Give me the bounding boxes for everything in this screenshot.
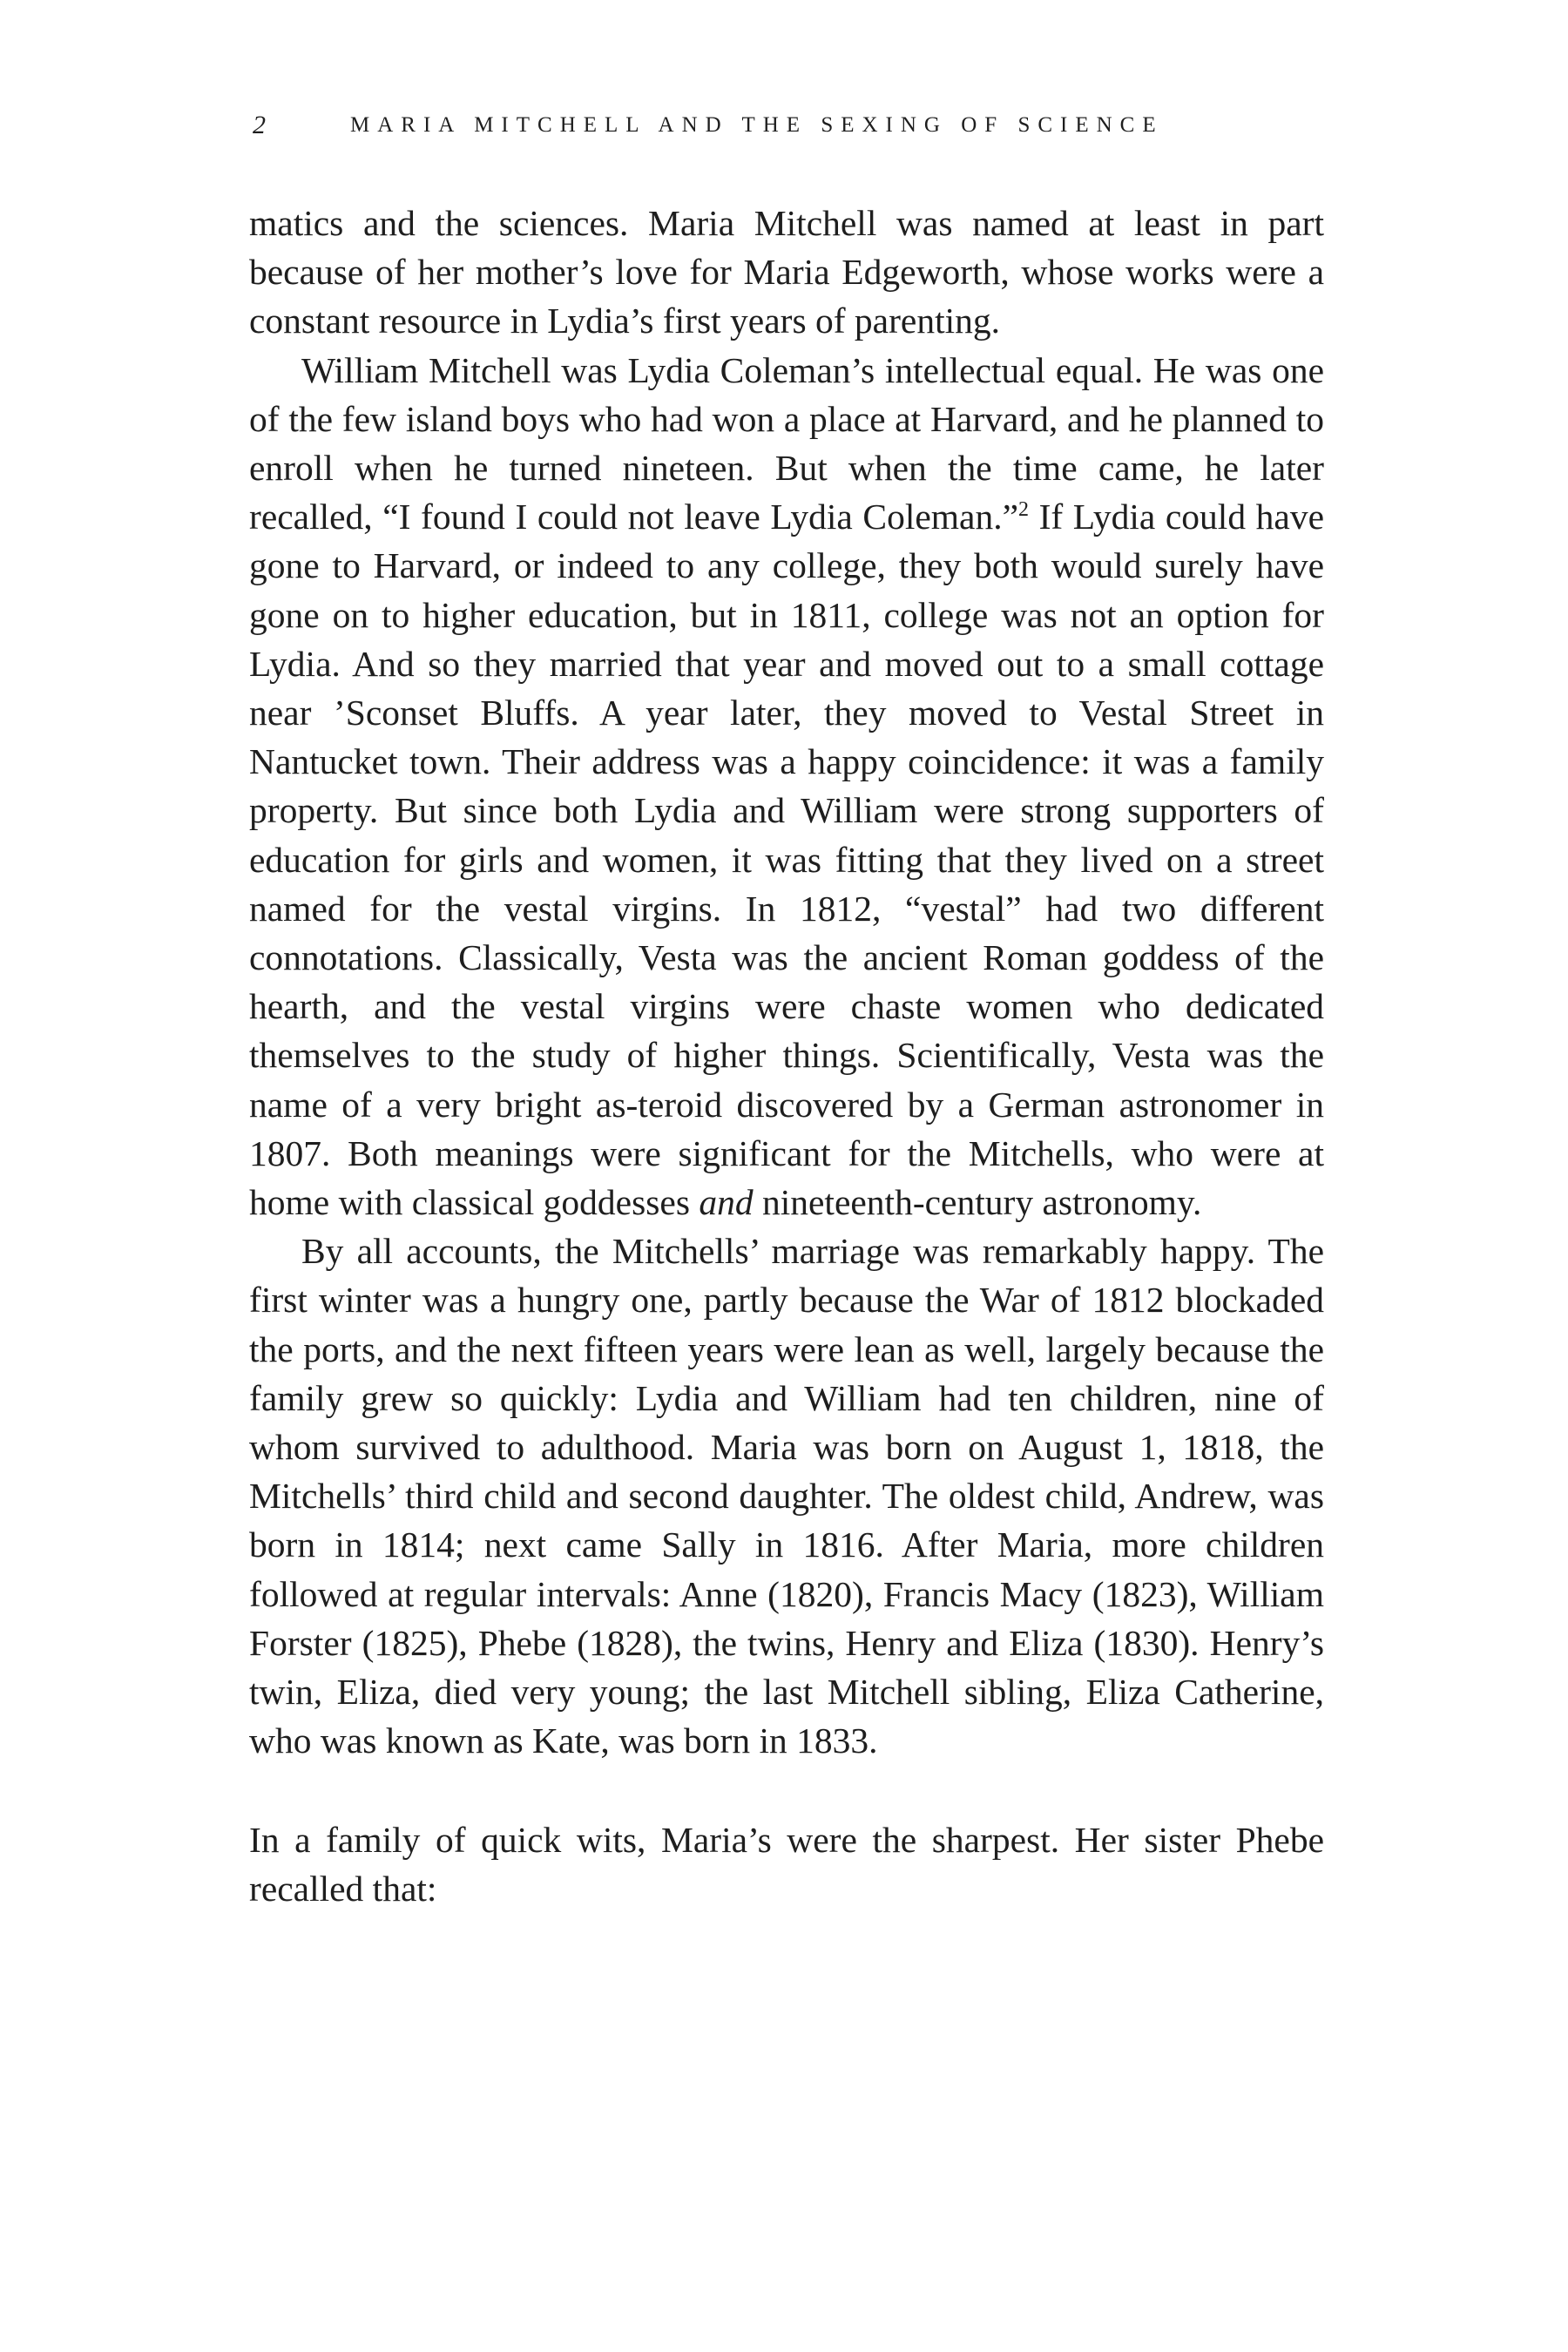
paragraph-4: In a family of quick wits, Maria’s were the sharpest. Her sister Phebe recalled that: xyxy=(249,1819,1324,1909)
paragraph-2-text-b: If Lydia could have gone to Harvard, or indeed to any college, they both would surely have gone on to higher education, but in 1811, college was not an option for Lydia. And so they married that year and moved out to a small cottage near ’Sconset Bluffs. A year later, they moved to Vestal Street in Nantucket town. Their address was a happy coincidence: it was a family property. But since both Lydia and William were strong supporters of education for girls and women, it was fitting that they lived on a street named for the vestal virgins. In 1812, “vestal” had two different connotations. Classically, Vesta was the ancient Roman goddess of the hearth, and the vestal virgins were chaste women who dedicated themselves to the study of higher things. Scientifically, Vesta was the name of a very bright as-teroid discovered by a German astronomer in 1807. Both meanings were significant for the Mitchells, who were at home with classical goddesses xyxy=(249,497,1324,1223)
paragraph-2-text-c: nineteenth-century astronomy. xyxy=(753,1182,1202,1223)
running-head xyxy=(253,108,1324,143)
paragraph-1: matics and the sciences. Maria Mitchell was named at least in part because of her mother’s love for Maria Edgeworth, whose works were a constant resource in Lydia’s first years of parenting. xyxy=(249,203,1324,341)
running-head-title: MARIA MITCHELL AND THE SEXING OF SCIENCE xyxy=(350,113,1164,137)
body-text xyxy=(249,199,1324,1913)
paragraph-2-text-a: William Mitchell was Lydia Coleman’s intellectual equal. He was one of the few island boys who had won a place at Harvard, and he planned to enroll when he turned nineteen. But when the time came, he later recalled, “I found I could not leave Lydia Coleman.” xyxy=(249,349,1324,537)
page-number: 2 xyxy=(253,111,266,139)
italic-emphasis: and xyxy=(699,1182,754,1223)
paragraph-2 xyxy=(249,346,1324,1227)
footnote-reference[interactable]: 2 xyxy=(1018,498,1030,522)
paragraph-3: By all accounts, the Mitchells’ marriage was remarkably happy. The first winter was a hungry one, partly because the War of 1812 blockaded the ports, and the next fifteen years were lean as well, largely because the family grew so quickly: Lydia and William had ten children, nine of whom survived to adulthood. Maria was born on August 1, 1818, the Mitchells’ third child and second daughter. The oldest child, Andrew, was born in 1814; next came Sally in 1816. After Maria, more children followed at regular intervals: Anne (1820), Francis Macy (1823), William Forster (1825), Phebe (1828), the twins, Henry and Eliza (1830). Henry’s twin, Eliza, died very young; the last Mitchell sibling, Eliza Catherine, who was known as Kate, was born in 1833. xyxy=(249,1231,1324,1761)
